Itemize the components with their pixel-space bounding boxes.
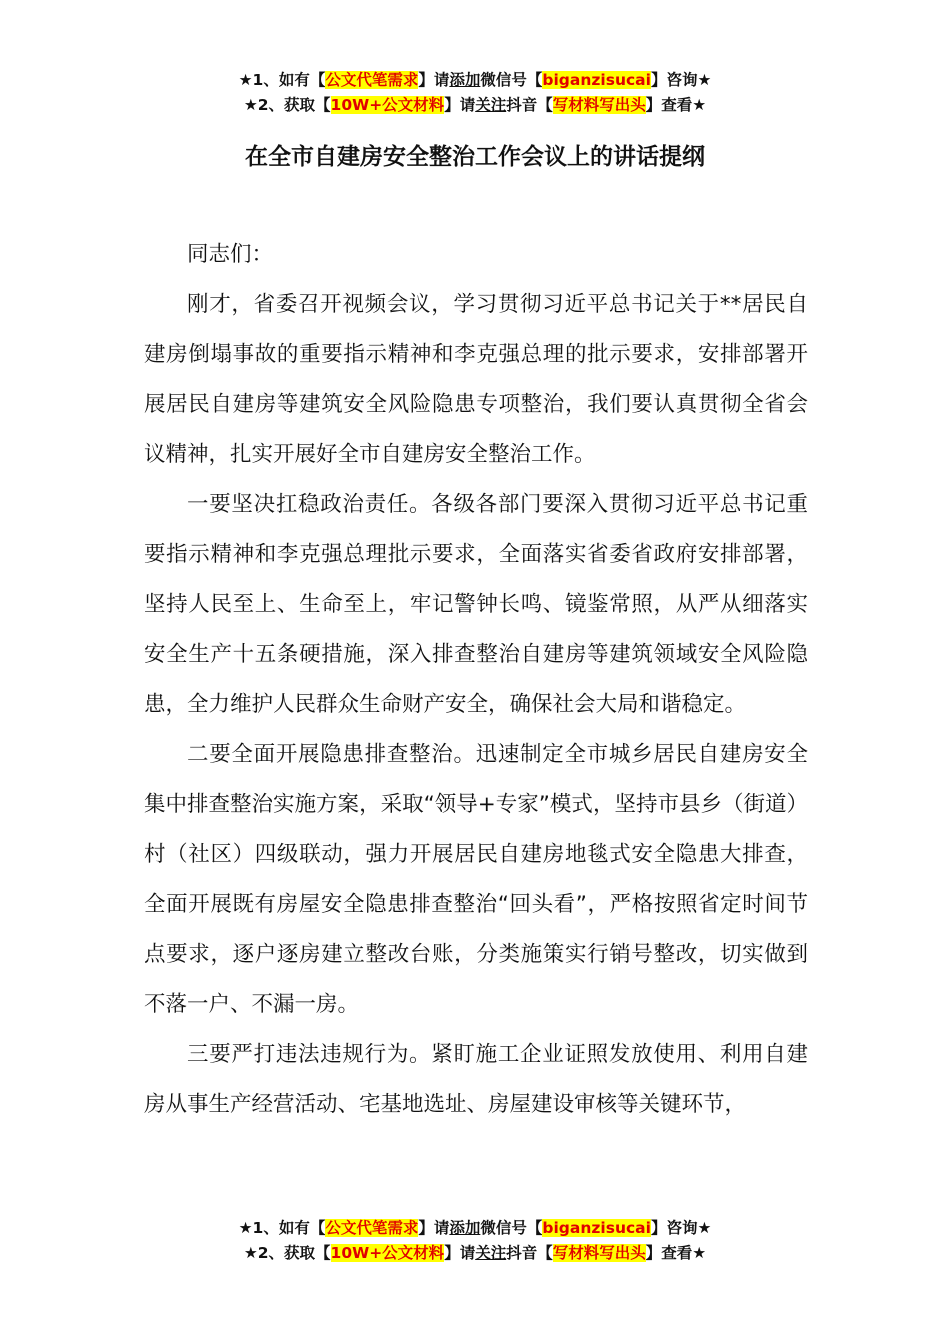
document-body — [144, 230, 808, 1130]
banner-highlight: biganzisucai — [542, 1219, 651, 1237]
paragraph: 三要严打违法违规行为。紧盯施工企业证照发放使用、利用自建房从事生产经营活动、宅基地选址、房屋建设审核等关键环节， — [144, 1042, 808, 1117]
banner-highlight: 10W+公文材料 — [330, 1244, 445, 1262]
banner-highlight: 公文代笔需求 — [325, 71, 419, 89]
paragraph: 刚才，省委召开视频会议，学习贯彻习近平总书记关于**居民自建房倒塌事故的重要指示精神和李克强总理的批示要求，安排部署开展居民自建房等建筑安全风险隐患专项整治，我们要认真贯彻全省会议精神，扎实开展好全市自建房安全整治工作。 — [144, 292, 808, 467]
banner-highlight: 写材料写出头 — [552, 96, 646, 114]
document-title: 在全市自建房安全整治工作会议上的讲话提纲 — [245, 144, 705, 170]
footer-banner — [0, 1216, 950, 1266]
banner-highlight: biganzisucai — [542, 71, 651, 89]
banner-highlight: 10W+公文材料 — [330, 96, 445, 114]
banner-line-2: ★2、获取【10W+公文材料】请关注抖音【写材料写出头】查看★ — [243, 1244, 707, 1262]
paragraph: 一要坚决扛稳政治责任。各级各部门要深入贯彻习近平总书记重要指示精神和李克强总理批示要求，全面落实省委省政府安排部署，坚持人民至上、生命至上，牢记警钟长鸣、镜鉴常照，从严从细落实安全生产十五条硬措施，深入排查整治自建房等建筑领域安全风险隐患，全力维护人民群众生命财产安全，确保社会大局和谐稳定。 — [144, 492, 808, 717]
greeting: 同志们： — [187, 242, 274, 267]
banner-line-1: ★1、如有【公文代笔需求】请添加微信号【biganzisucai】咨询★ — [238, 71, 712, 89]
banner-highlight: 写材料写出头 — [552, 1244, 646, 1262]
paragraph: 二要全面开展隐患排查整治。迅速制定全市城乡居民自建房安全集中排查整治实施方案，采取“领导+专家”模式，坚持市县乡（街道）村（社区）四级联动，强力开展居民自建房地毯式安全隐患大排查，全面开展既有房屋安全隐患排查整治“回头看”，严格按照省定时间节点要求，逐户逐房建立整改台账，分类施策实行销号整改，切实做到不落一户、不漏一房。 — [144, 742, 808, 1017]
banner-line-1: ★1、如有【公文代笔需求】请添加微信号【biganzisucai】咨询★ — [238, 1219, 712, 1237]
banner-highlight: 公文代笔需求 — [325, 1219, 419, 1237]
banner-line-2: ★2、获取【10W+公文材料】请关注抖音【写材料写出头】查看★ — [243, 96, 707, 114]
header-banner — [0, 68, 950, 118]
